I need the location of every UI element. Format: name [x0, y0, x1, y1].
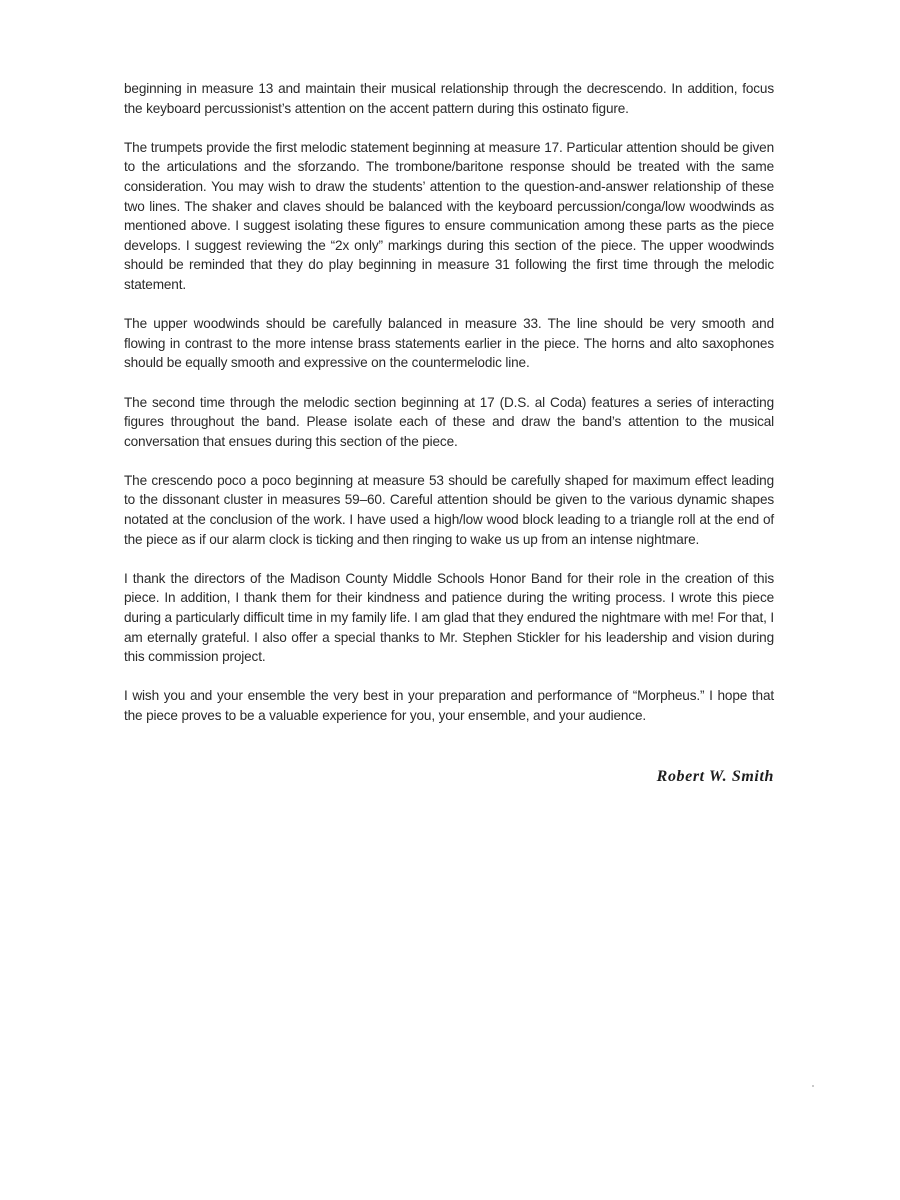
paragraph-crescendo: The crescendo poco a poco beginning at measure 53 should be carefully shaped for maximum effect leading to the dissonant cluster in measures 59–60. Careful attention should be given to the various dynamic shapes notated at the conclusion of the work. I have used a high/low wood block leading to a triangle roll at the end of the piece as if our alarm clock is ticking and then ringing to wake us up from an intense nightmare.	[124, 472, 774, 547]
paragraph-second-time: The second time through the melodic section beginning at 17 (D.S. al Coda) features a series of interacting figures throughout the band. Please isolate each of these and draw the band’s attention to the musical conversation that ensues during this section of the piece.	[124, 394, 774, 449]
scan-speck	[812, 1085, 814, 1087]
paragraph-continuation: beginning in measure 13 and maintain their musical relationship through the decrescendo. In addition, focus the keyboard percussionist’s attention on the accent pattern during this ostinato figure.	[124, 81, 774, 116]
paragraph-trumpets: The trumpets provide the first melodic statement beginning at measure 17. Particular attention should be given to the articulations and the sforzando. The trombone/baritone response should be treated with the same consideration. You may wish to draw the students’ attention to the question-and-answer relationship of these two lines. The shaker and claves should be balanced with the keyboard percussion/conga/low woodwinds as mentioned above. I suggest isolating these figures to ensure communication among these parts as the piece develops. I suggest reviewing the “2x only” markings during this section of the piece. The upper woodwinds should be reminded that they do play beginning in measure 31 following the first time through the melodic statement.	[124, 139, 774, 292]
paragraph-closing: I wish you and your ensemble the very best in your preparation and performance of “Morpheus.” I hope that the piece proves to be a valuable experience for you, your ensemble, and your audience.	[124, 688, 774, 723]
author-signature: Robert W. Smith	[656, 768, 774, 785]
body-text	[124, 79, 774, 745]
paragraph-upper-woodwinds: The upper woodwinds should be carefully balanced in measure 33. The line should be very smooth and flowing in contrast to the more intense brass statements earlier in the piece. The horns and alto saxophones should be equally smooth and expressive on the countermelodic line.	[124, 316, 774, 371]
paragraph-thanks: I thank the directors of the Madison County Middle Schools Honor Band for their role in the creation of this piece. In addition, I thank them for their kindness and patience during the writing process. I wrote this piece during a particularly difficult time in my family life. I am glad that they endured the nightmare with me! For that, I am eternally grateful. I also offer a special thanks to Mr. Stephen Stickler for his leadership and vision during this commission project.	[124, 570, 774, 665]
